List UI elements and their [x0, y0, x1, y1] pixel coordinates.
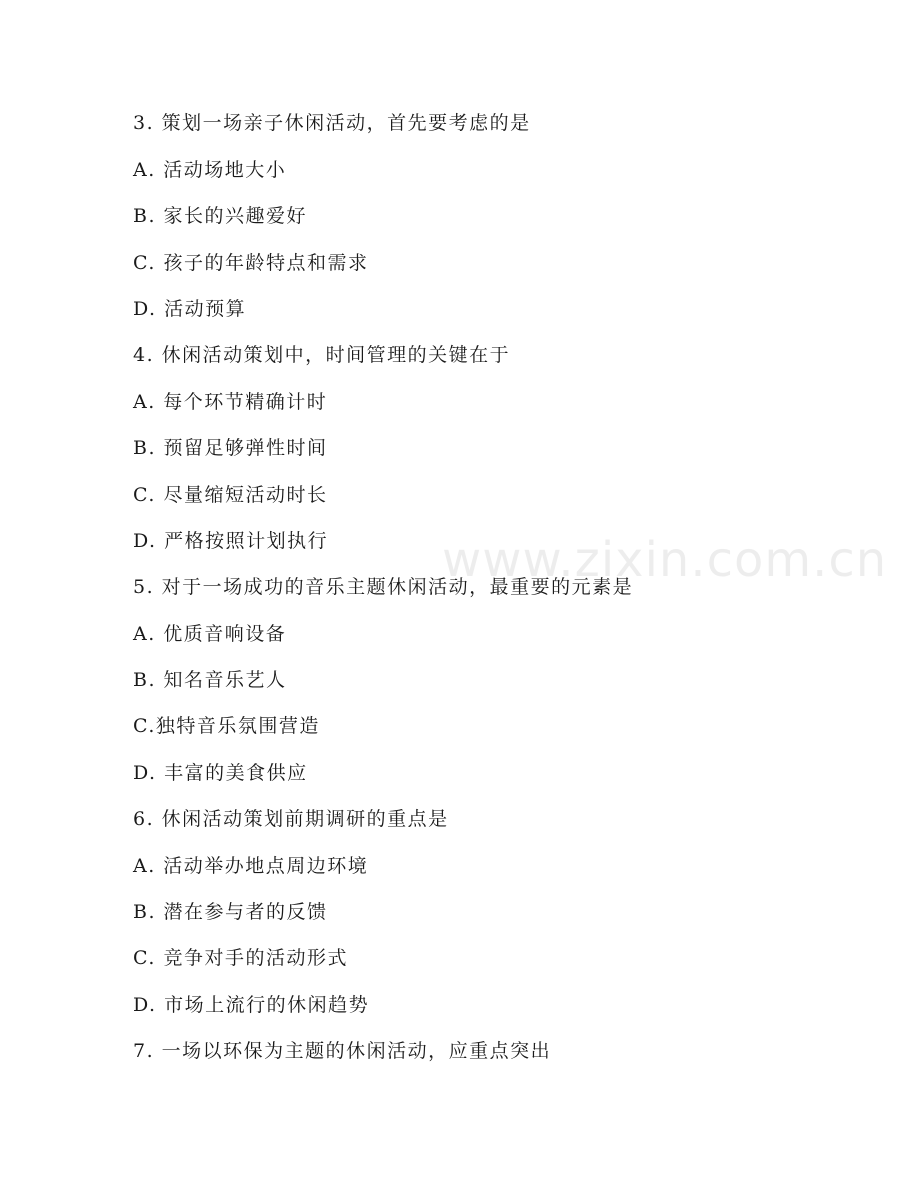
question-7: 7. 一场以环保为主题的休闲活动，应重点突出 — [133, 1040, 552, 1062]
question-4: 4. 休闲活动策划中，时间管理的关键在于 — [133, 344, 511, 366]
question-5-option-a: A. 优质音响设备 — [133, 623, 287, 645]
question-4-option-b: B. 预留足够弹性时间 — [133, 437, 328, 459]
question-4-option-a: A. 每个环节精确计时 — [133, 391, 328, 413]
question-5-option-c: C.独特音乐氛围营造 — [133, 715, 320, 737]
question-3-option-a: A. 活动场地大小 — [133, 159, 287, 181]
question-3: 3. 策划一场亲子休闲活动，首先要考虑的是 — [133, 112, 531, 134]
question-6-option-d: D. 市场上流行的休闲趋势 — [133, 994, 370, 1016]
question-5-option-b: B. 知名音乐艺人 — [133, 669, 287, 691]
question-5-option-d: D. 丰富的美食供应 — [133, 762, 308, 784]
question-6: 6. 休闲活动策划前期调研的重点是 — [133, 808, 449, 830]
watermark: www.zixin.com.cn — [442, 532, 888, 588]
question-6-option-a: A. 活动举办地点周边环境 — [133, 855, 369, 877]
question-4-option-d: D. 严格按照计划执行 — [133, 530, 329, 552]
question-3-option-c: C. 孩子的年龄特点和需求 — [133, 252, 369, 274]
question-4-option-c: C. 尽量缩短活动时长 — [133, 484, 328, 506]
question-6-option-c: C. 竞争对手的活动形式 — [133, 947, 348, 969]
question-3-option-d: D. 活动预算 — [133, 298, 247, 320]
question-6-option-b: B. 潜在参与者的反馈 — [133, 901, 328, 923]
question-5: 5. 对于一场成功的音乐主题休闲活动，最重要的元素是 — [133, 576, 634, 598]
question-3-option-b: B. 家长的兴趣爱好 — [133, 205, 308, 227]
